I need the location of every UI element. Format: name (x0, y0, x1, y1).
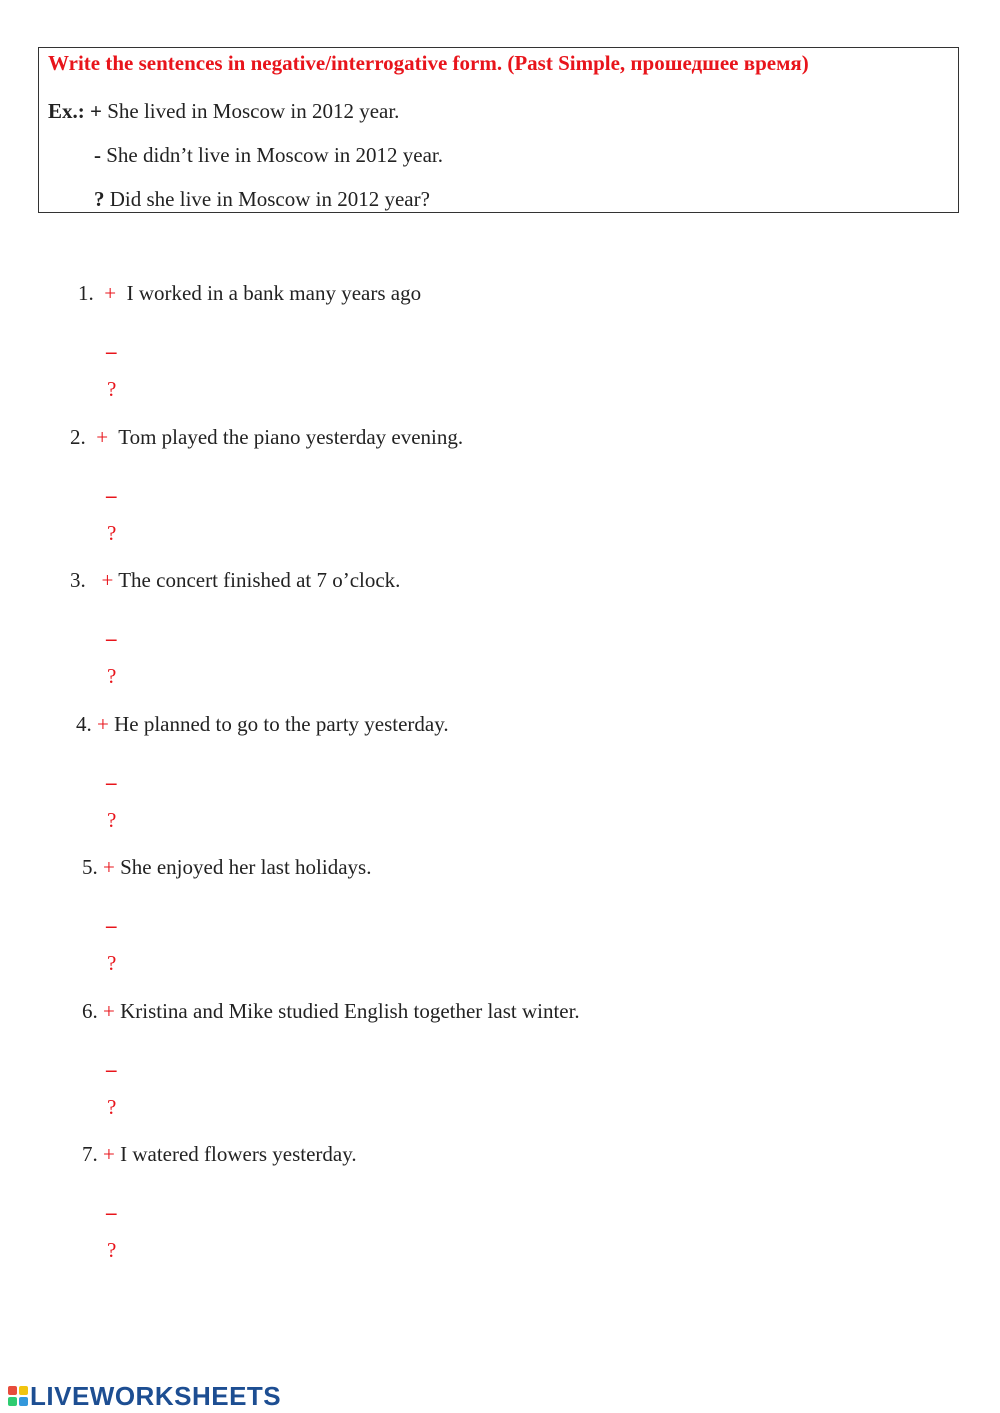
item-number: 1. (78, 281, 94, 305)
exercise-item (76, 712, 449, 737)
item-number: 4. (76, 712, 92, 736)
item-number: 7. (82, 1142, 98, 1166)
item-sentence: The concert finished at 7 o’clock. (118, 568, 401, 592)
plus-sign: + (103, 999, 115, 1023)
plus-sign: + (103, 1142, 115, 1166)
negative-answer-line[interactable]: – (106, 483, 117, 507)
example-negative (94, 143, 443, 168)
item-sentence: Kristina and Mike studied English together last winter. (120, 999, 580, 1023)
negative-answer-line[interactable]: – (106, 1057, 117, 1081)
example-label: Ex.: (48, 99, 85, 123)
item-number: 5. (82, 855, 98, 879)
item-number: 6. (82, 999, 98, 1023)
exercise-item (70, 425, 463, 450)
plus-sign: + (101, 568, 114, 592)
question-answer-line[interactable]: ? (107, 951, 117, 975)
example-question-text: Did she live in Moscow in 2012 year? (109, 187, 430, 211)
question-answer-line[interactable]: ? (107, 377, 117, 401)
negative-answer-line[interactable]: – (106, 339, 117, 363)
example-question-sign: ? (94, 187, 105, 211)
example-positive (48, 99, 399, 124)
exercise-item (82, 999, 580, 1024)
example-question (94, 187, 430, 212)
item-sentence: I watered flowers yesterday. (120, 1142, 357, 1166)
plus-sign: + (97, 712, 109, 736)
question-answer-line[interactable]: ? (107, 1238, 117, 1262)
question-answer-line[interactable]: ? (107, 521, 117, 545)
example-positive-text: She lived in Moscow in 2012 year. (107, 99, 400, 123)
instructions-heading: Write the sentences in negative/interrogative form. (Past Simple, прошедшее время) (48, 51, 809, 75)
plus-sign: + (96, 425, 109, 449)
question-answer-line[interactable]: ? (107, 1095, 117, 1119)
item-sentence: I worked in a bank many years ago (126, 281, 422, 305)
item-number: 3. (70, 568, 86, 592)
exercise-item (70, 568, 400, 593)
example-minus-sign: - (94, 143, 101, 167)
brand-name: LIVEWORKSHEETS (30, 1380, 282, 1411)
item-number: 2. (70, 425, 86, 449)
item-sentence: Tom played the piano yesterday evening. (118, 425, 464, 449)
example-plus-sign: + (90, 99, 102, 123)
exercise-item (82, 1142, 357, 1167)
negative-answer-line[interactable]: – (106, 626, 117, 650)
negative-answer-line[interactable]: – (106, 770, 117, 794)
example-negative-text: She didn’t live in Moscow in 2012 year. (106, 143, 443, 167)
exercise-item (82, 855, 371, 880)
liveworksheets-logo[interactable] (8, 1381, 281, 1411)
exercise-item (78, 281, 421, 306)
item-sentence: She enjoyed her last holidays. (120, 855, 372, 879)
logo-grid-icon (8, 1386, 28, 1406)
question-answer-line[interactable]: ? (107, 808, 117, 832)
plus-sign: + (103, 855, 115, 879)
question-answer-line[interactable]: ? (107, 664, 117, 688)
item-sentence: He planned to go to the party yesterday. (114, 712, 449, 736)
plus-sign: + (104, 281, 117, 305)
negative-answer-line[interactable]: – (106, 1200, 117, 1224)
negative-answer-line[interactable]: – (106, 913, 117, 937)
